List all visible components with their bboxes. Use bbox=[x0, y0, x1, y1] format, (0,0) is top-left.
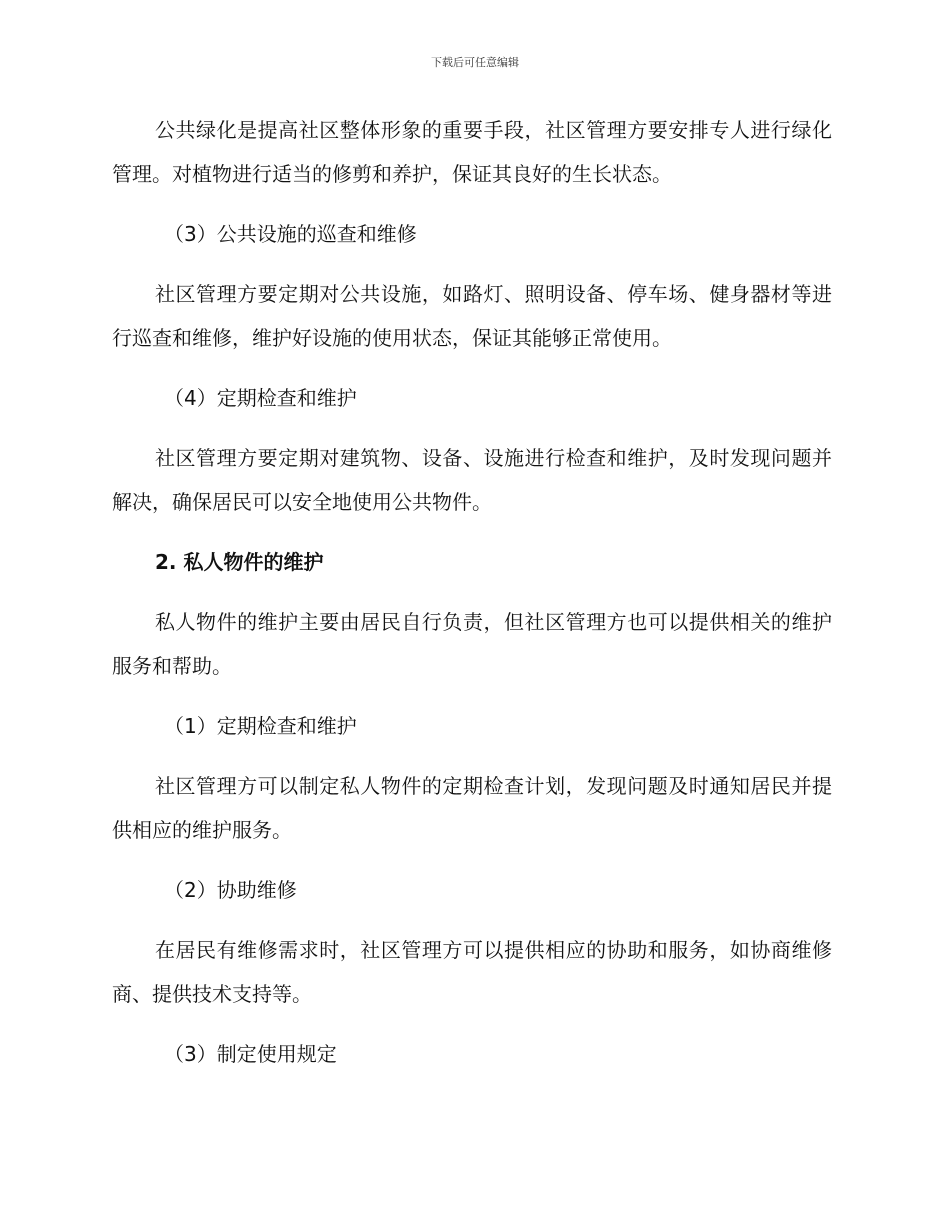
section-heading-private-items: 2. 私人物件的维护 bbox=[155, 550, 324, 574]
subheading-facility-inspection: （3）公共设施的巡查和维修 bbox=[164, 222, 417, 246]
subheading-regular-check-private: （1）定期检查和维护 bbox=[164, 714, 357, 738]
paragraph-assist-repair: 在居民有维修需求时，社区管理方可以提供相应的协助和服务，如协商维修商、提供技术支持等。 bbox=[112, 938, 832, 1006]
paragraph-public-greening: 公共绿化是提高社区整体形象的重要手段，社区管理方要安排专人进行绿化管理。对植物进行适当的修剪和养护，保证其良好的生长状态。 bbox=[112, 118, 832, 186]
subheading-regular-check-public: （4）定期检查和维护 bbox=[164, 386, 357, 410]
page-header-note: 下载后可任意编辑 bbox=[431, 56, 519, 69]
subheading-assist-repair: （2）协助维修 bbox=[164, 878, 297, 902]
document-body bbox=[112, 108, 832, 1092]
paragraph-regular-check-private: 社区管理方可以制定私人物件的定期检查计划，发现问题及时通知居民并提供相应的维护服务。 bbox=[112, 774, 832, 842]
paragraph-regular-check-public: 社区管理方要定期对建筑物、设备、设施进行检查和维护，及时发现问题并解决，确保居民可以安全地使用公共物件。 bbox=[112, 446, 832, 514]
paragraph-facility-inspection: 社区管理方要定期对公共设施，如路灯、照明设备、停车场、健身器材等进行巡查和维修，维护好设施的使用状态，保证其能够正常使用。 bbox=[112, 282, 832, 350]
subheading-usage-rules: （3）制定使用规定 bbox=[164, 1042, 337, 1066]
paragraph-private-items-intro: 私人物件的维护主要由居民自行负责，但社区管理方也可以提供相关的维护服务和帮助。 bbox=[112, 610, 832, 678]
